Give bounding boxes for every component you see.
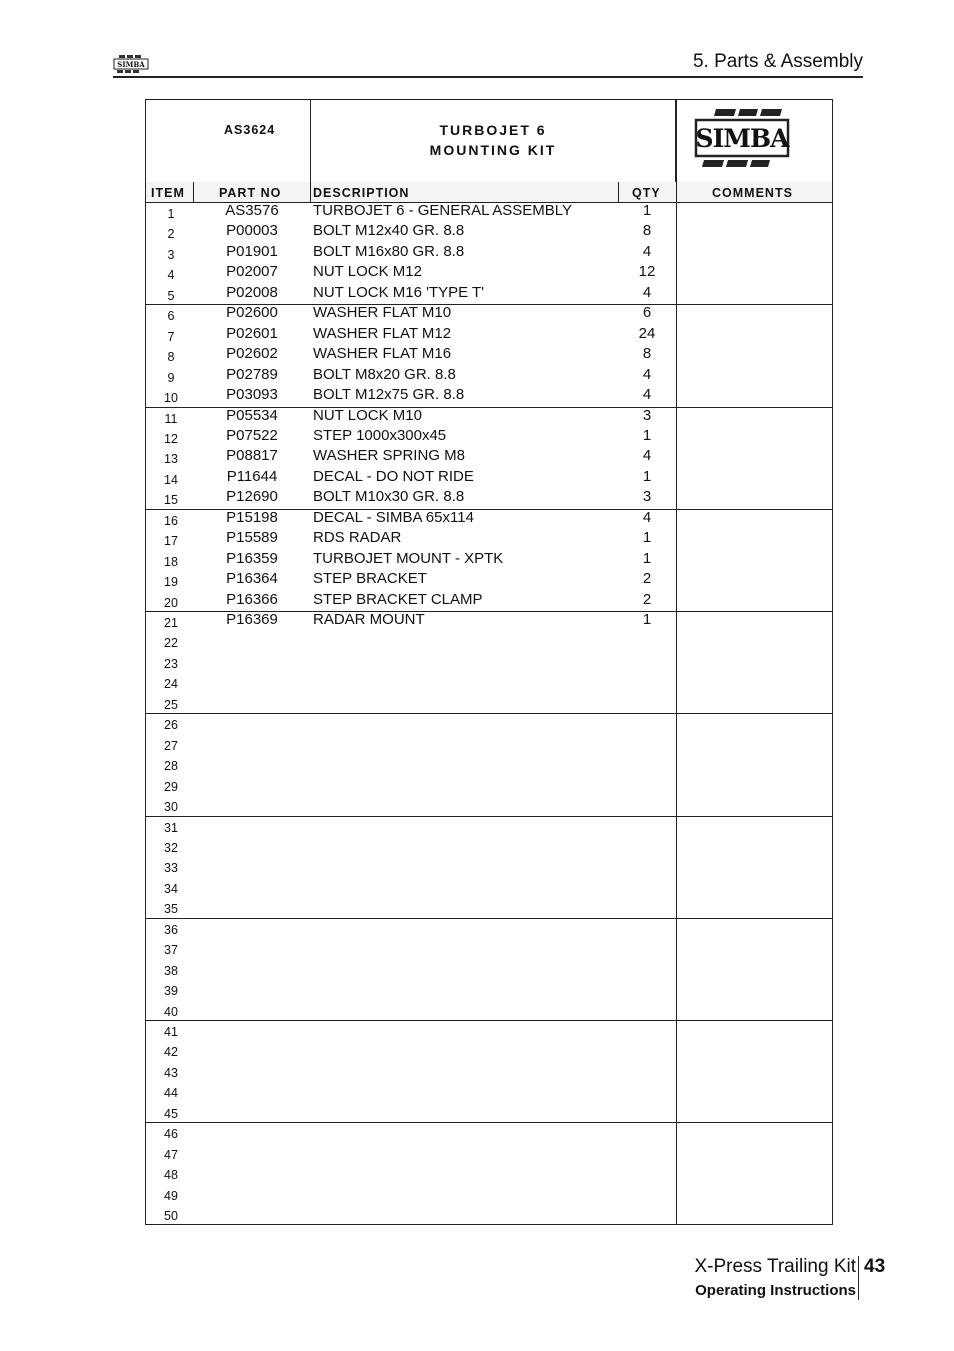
item-number: 5 xyxy=(167,288,175,303)
item-number: 43 xyxy=(164,1065,178,1080)
table-row xyxy=(146,918,832,939)
table-row xyxy=(146,1122,832,1143)
part-description: DECAL - SIMBA 65x114 xyxy=(313,508,474,526)
part-quantity: 2 xyxy=(642,590,652,608)
header-rule xyxy=(113,76,863,78)
table-row xyxy=(146,611,832,632)
part-description: BOLT M12x75 GR. 8.8 xyxy=(313,386,465,404)
item-number: 19 xyxy=(164,575,178,590)
table-row xyxy=(146,1163,832,1184)
table-row xyxy=(146,284,832,305)
table-row xyxy=(146,1061,832,1082)
part-quantity: 1 xyxy=(642,611,652,628)
item-number: 4 xyxy=(167,268,175,283)
svg-text:SIMBA: SIMBA xyxy=(117,60,145,69)
item-number: 45 xyxy=(164,1106,178,1121)
table-row xyxy=(146,1000,832,1021)
item-number: 33 xyxy=(164,861,178,876)
footer-divider xyxy=(858,1256,859,1300)
part-number: P12690 xyxy=(226,488,278,506)
page-number: 43 xyxy=(864,1256,886,1277)
part-number: P02600 xyxy=(226,304,278,322)
part-quantity: 12 xyxy=(638,263,656,281)
table-row xyxy=(146,836,832,857)
part-number: P02601 xyxy=(226,324,278,342)
item-number: 10 xyxy=(164,391,178,406)
item-number: 28 xyxy=(164,759,178,774)
table-row xyxy=(146,713,832,734)
item-number: 9 xyxy=(167,370,175,385)
table-row xyxy=(146,938,832,959)
column-header-comments: COMMENTS xyxy=(712,186,793,200)
table-row xyxy=(146,754,832,775)
item-number: 11 xyxy=(164,411,178,426)
part-number: P16369 xyxy=(226,611,278,628)
table-row xyxy=(146,672,832,693)
item-number: 41 xyxy=(164,1025,178,1039)
table-row xyxy=(146,570,832,591)
part-quantity: 1 xyxy=(642,202,652,219)
part-number: P11644 xyxy=(226,467,278,485)
column-header-item: ITEM xyxy=(151,186,185,200)
part-quantity: 6 xyxy=(642,304,652,322)
table-row xyxy=(146,304,832,325)
item-number: 30 xyxy=(164,800,178,815)
part-description: TURBOJET 6 - GENERAL ASSEMBLY xyxy=(313,202,572,219)
section-title: 5. Parts & Assembly xyxy=(692,51,863,72)
table-row xyxy=(146,897,832,918)
item-number: 23 xyxy=(164,656,178,671)
part-description: WASHER SPRING M8 xyxy=(313,447,465,465)
assembly-title-cell xyxy=(310,100,676,182)
assembly-title-line2: MOUNTING KIT xyxy=(429,142,557,158)
part-quantity: 4 xyxy=(642,242,652,260)
part-description: BOLT M12x40 GR. 8.8 xyxy=(313,222,465,240)
svg-text:SIMBA: SIMBA xyxy=(695,124,789,153)
item-number: 47 xyxy=(164,1147,178,1162)
table-row xyxy=(146,529,832,550)
table-row xyxy=(146,631,832,652)
part-description: BOLT M16x80 GR. 8.8 xyxy=(313,242,465,260)
column-header-description: DESCRIPTION xyxy=(313,186,410,200)
item-number: 24 xyxy=(164,677,178,692)
table-row xyxy=(146,1204,832,1225)
part-description: BOLT M8x20 GR. 8.8 xyxy=(313,365,456,383)
item-number: 31 xyxy=(164,820,178,835)
part-description: NUT LOCK M10 xyxy=(313,406,422,424)
part-description: WASHER FLAT M16 xyxy=(313,345,452,363)
part-quantity: 8 xyxy=(642,222,652,240)
part-quantity: 4 xyxy=(642,508,652,526)
simba-logo xyxy=(694,107,790,171)
table-row xyxy=(146,693,832,714)
assembly-title-block xyxy=(146,100,832,183)
part-quantity: 1 xyxy=(642,467,652,485)
part-quantity: 4 xyxy=(642,386,652,404)
item-number: 12 xyxy=(164,431,178,446)
part-number: P05534 xyxy=(226,406,278,424)
item-number: 7 xyxy=(167,329,175,344)
table-row xyxy=(146,979,832,1000)
table-row xyxy=(146,263,832,284)
part-quantity: 3 xyxy=(642,488,652,506)
part-description: NUT LOCK M16 'TYPE T' xyxy=(313,283,485,301)
part-quantity: 2 xyxy=(642,570,652,588)
item-number: 42 xyxy=(164,1045,178,1060)
table-row xyxy=(146,1081,832,1102)
part-description: BOLT M10x30 GR. 8.8 xyxy=(313,488,465,506)
column-header-row xyxy=(146,182,832,203)
part-number: P01901 xyxy=(226,242,278,260)
part-description: STEP 1000x300x45 xyxy=(313,426,447,444)
part-quantity: 8 xyxy=(642,345,652,363)
item-number: 15 xyxy=(164,493,178,508)
table-row xyxy=(146,407,832,428)
part-number: P02008 xyxy=(226,283,278,301)
item-number: 38 xyxy=(164,963,178,978)
column-header-part-no: PART NO xyxy=(219,186,282,200)
table-row xyxy=(146,488,832,509)
item-number: 50 xyxy=(164,1209,178,1224)
part-quantity: 3 xyxy=(642,406,652,424)
item-number: 37 xyxy=(164,943,178,958)
part-number: P03093 xyxy=(226,386,278,404)
item-number: 17 xyxy=(164,534,178,549)
table-row xyxy=(146,795,832,816)
part-number: P16359 xyxy=(226,549,278,567)
item-number: 29 xyxy=(164,779,178,794)
table-row xyxy=(146,734,832,755)
part-number: P15198 xyxy=(226,508,278,526)
table-row xyxy=(146,1020,832,1041)
item-number: 39 xyxy=(164,984,178,999)
item-number: 46 xyxy=(164,1127,178,1142)
table-row xyxy=(146,652,832,673)
document-subtitle: Operating Instructions xyxy=(695,1282,856,1299)
item-number: 1 xyxy=(167,207,175,221)
part-number: P02602 xyxy=(226,345,278,363)
table-row xyxy=(146,959,832,980)
table-row xyxy=(146,468,832,489)
item-number: 32 xyxy=(164,840,178,855)
table-row xyxy=(146,856,832,877)
part-number: P08817 xyxy=(226,447,278,465)
table-row xyxy=(146,1143,832,1164)
table-row xyxy=(146,877,832,898)
part-number: P15589 xyxy=(226,529,278,547)
part-number: P00003 xyxy=(226,222,278,240)
table-row xyxy=(146,1040,832,1061)
item-number: 40 xyxy=(164,1004,178,1019)
part-description: WASHER FLAT M10 xyxy=(313,304,452,322)
item-number: 21 xyxy=(164,616,178,630)
table-row xyxy=(146,202,832,223)
part-quantity: 4 xyxy=(642,447,652,465)
table-row xyxy=(146,509,832,530)
part-quantity: 4 xyxy=(642,283,652,301)
part-description: RADAR MOUNT xyxy=(313,611,425,628)
item-number: 8 xyxy=(167,350,175,365)
item-number: 22 xyxy=(164,636,178,651)
assembly-number-cell xyxy=(146,100,310,182)
item-number: 36 xyxy=(164,922,178,937)
table-row xyxy=(146,550,832,571)
document-title: X-Press Trailing Kit xyxy=(694,1256,856,1277)
part-number: P02007 xyxy=(226,263,278,281)
simba-logo-small xyxy=(113,54,149,74)
table-row xyxy=(146,325,832,346)
part-description: STEP BRACKET xyxy=(313,570,427,588)
item-number: 2 xyxy=(167,227,175,242)
item-number: 25 xyxy=(164,697,178,712)
item-number: 14 xyxy=(164,472,178,487)
table-row xyxy=(146,816,832,837)
part-description: NUT LOCK M12 xyxy=(313,263,422,281)
simba-logo-cell xyxy=(676,100,832,182)
part-description: TURBOJET MOUNT - XPTK xyxy=(313,549,504,567)
part-quantity: 4 xyxy=(642,365,652,383)
part-quantity: 1 xyxy=(642,426,652,444)
part-number: P02789 xyxy=(226,365,278,383)
table-row xyxy=(146,775,832,796)
item-number: 34 xyxy=(164,881,178,896)
column-header-qty: QTY xyxy=(632,186,661,200)
part-number: P16366 xyxy=(226,590,278,608)
item-number: 3 xyxy=(167,247,175,262)
item-number: 48 xyxy=(164,1168,178,1183)
part-description: STEP BRACKET CLAMP xyxy=(313,590,483,608)
parts-sheet xyxy=(145,99,833,1225)
table-row xyxy=(146,447,832,468)
part-description: WASHER FLAT M12 xyxy=(313,324,452,342)
item-number: 6 xyxy=(167,309,175,324)
item-number: 35 xyxy=(164,902,178,917)
part-description: RDS RADAR xyxy=(313,529,402,547)
part-number: P16364 xyxy=(226,570,278,588)
part-description: DECAL - DO NOT RIDE xyxy=(313,467,474,485)
item-number: 13 xyxy=(164,452,178,467)
item-number: 26 xyxy=(164,718,178,733)
table-row xyxy=(146,1184,832,1205)
table-row xyxy=(146,427,832,448)
assembly-number: AS3624 xyxy=(224,123,276,137)
table-row xyxy=(146,345,832,366)
item-number: 27 xyxy=(164,738,178,753)
item-number: 44 xyxy=(164,1086,178,1101)
part-number: P07522 xyxy=(226,426,278,444)
part-quantity: 1 xyxy=(642,549,652,567)
table-row xyxy=(146,386,832,407)
part-number: AS3576 xyxy=(225,202,279,219)
table-row xyxy=(146,1102,832,1123)
table-row xyxy=(146,366,832,387)
table-row xyxy=(146,243,832,264)
part-quantity: 24 xyxy=(638,324,656,342)
table-row xyxy=(146,591,832,612)
item-number: 49 xyxy=(164,1188,178,1203)
item-number: 20 xyxy=(164,595,178,610)
item-number: 18 xyxy=(164,554,178,569)
assembly-title-line1: TURBOJET 6 xyxy=(439,122,547,138)
part-quantity: 1 xyxy=(642,529,652,547)
item-number: 16 xyxy=(164,513,178,528)
table-row xyxy=(146,222,832,243)
